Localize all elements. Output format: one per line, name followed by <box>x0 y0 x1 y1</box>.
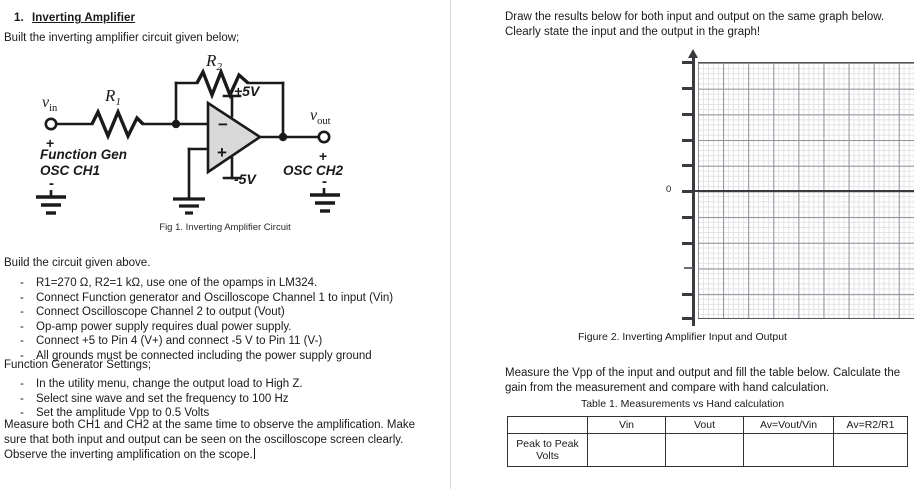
label-function-gen: Function Gen <box>40 147 127 162</box>
table-header-cell-blank <box>508 417 588 434</box>
list-item-label: Connect +5 to Pin 4 (V+) and connect -5 V to Pin 11 (V-) <box>36 335 323 348</box>
label-positive-rail: +5V <box>234 83 260 99</box>
dash-bullet-icon: - <box>20 349 24 362</box>
label-negative-rail: -5V <box>234 171 256 187</box>
list-item-label: Set the amplitude Vpp to 0.5 Volts <box>36 407 210 420</box>
table-cell-av-measured-value[interactable] <box>744 434 834 467</box>
ground-symbol-opamp <box>173 199 205 213</box>
list-item <box>4 334 393 349</box>
x-axis <box>692 190 914 192</box>
figure-2-caption: Figure 2. Inverting Amplifier Input and Output <box>578 331 787 343</box>
terminal-vout <box>319 132 329 142</box>
table-header-cell-av-measured: Av=Vout/Vin <box>744 417 834 434</box>
inverting-amplifier-circuit-diagram <box>0 48 450 238</box>
page-title <box>14 12 135 24</box>
build-bullet-list <box>4 276 393 364</box>
y-axis-tick <box>682 242 693 245</box>
y-axis-tick <box>682 87 693 90</box>
list-item-label: Select sine wave and set the frequency to 100 Hz <box>36 392 289 405</box>
table-cell-vin-value[interactable] <box>588 434 666 467</box>
y-axis-tick <box>682 113 693 116</box>
y-axis-arrowhead-icon <box>688 49 698 58</box>
label-osc-ch1: OSC CH1 <box>40 163 101 178</box>
circuit-svg <box>0 48 450 238</box>
ground-symbol-input <box>36 190 66 213</box>
build-instruction: Build the circuit given above. <box>4 257 151 269</box>
label-opamp-inverting-input: − <box>218 115 228 134</box>
label-vout: $v_{out}$ <box>310 107 331 127</box>
table-header-row <box>508 417 908 434</box>
y-axis-zero-label: 0 <box>666 184 672 195</box>
y-axis-tick <box>682 164 693 167</box>
table-row <box>508 434 908 467</box>
y-axis-tick <box>682 61 693 64</box>
table-row-label: Peak to Peak Volts <box>508 434 588 467</box>
list-item-label: In the utility menu, change the output load to High Z. <box>36 378 303 390</box>
label-vin: $v_{in}$ <box>42 94 58 114</box>
list-item-label: R1=270 Ω, R2=1 kΩ, use one of the opamps in LM324. <box>36 277 318 289</box>
graph-figure <box>561 52 846 327</box>
left-column <box>0 0 450 489</box>
dash-bullet-icon: - <box>20 277 24 289</box>
y-axis-tick-zero <box>682 190 693 193</box>
table-cell-av-calculated-value[interactable] <box>834 434 908 467</box>
label-source-plus: + <box>46 135 55 151</box>
measure-observe-paragraph <box>4 418 438 463</box>
dash-bullet-icon: - <box>20 378 24 390</box>
list-item-label: Op-amp power supply requires dual power supply. <box>36 320 292 333</box>
y-axis-tick <box>682 216 693 219</box>
label-r1: $R_1$ <box>105 86 121 108</box>
measure-observe-text: Measure both CH1 and CH2 at the same time to observe the amplification. Make sure that both input and output can be seen on the oscilloscope screen clearly. Observe the inverting amplification on the scope. <box>4 419 416 461</box>
dash-bullet-icon: - <box>20 320 24 333</box>
list-item <box>4 320 393 335</box>
list-item <box>4 276 393 291</box>
label-output-plus: + <box>319 148 328 164</box>
measurements-table <box>507 416 908 467</box>
table-1-title: Table 1. Measurements vs Hand calculation <box>580 398 785 410</box>
table-cell-vout-value[interactable] <box>666 434 744 467</box>
y-axis-tick <box>684 267 693 269</box>
dash-bullet-icon: - <box>20 306 24 319</box>
intro-text: Built the inverting amplifier circuit given below; <box>4 32 240 44</box>
draw-instruction: Draw the results below for both input and output on the same graph below. Clearly state the input and the output in the graph! <box>505 11 885 38</box>
dash-bullet-icon: - <box>20 407 24 420</box>
label-source-minus: - <box>49 175 54 192</box>
list-item <box>4 291 393 306</box>
y-axis-tick <box>682 139 693 142</box>
table-header-cell-av-calculated: Av=R2/R1 <box>834 417 908 434</box>
dash-bullet-icon: - <box>20 392 24 405</box>
junction-dot-inverting-input <box>172 120 180 128</box>
function-generator-bullet-list <box>4 377 303 421</box>
measure-vpp-instruction: Measure the Vpp of the input and output and fill the table below. Calculate the gain from the measurement and compare with hand calculation. <box>505 367 901 394</box>
list-item-label: Connect Oscilloscope Channel 2 to output (Vout) <box>36 306 285 319</box>
ground-symbol-output <box>310 188 340 211</box>
table-section <box>451 350 914 489</box>
opamp-triangle <box>208 103 260 172</box>
question-number: 1. <box>14 12 24 24</box>
text-cursor <box>254 448 255 459</box>
junction-dot-output <box>279 133 287 141</box>
list-item <box>4 305 393 320</box>
resistor-r1-symbol <box>92 112 143 136</box>
dash-bullet-icon: - <box>20 335 24 348</box>
label-opamp-noninverting-input: + <box>217 143 227 162</box>
dash-bullet-icon: - <box>20 291 24 304</box>
label-output-minus: - <box>322 173 327 190</box>
figure-1-caption: Fig 1. Inverting Amplifier Circuit <box>159 222 291 233</box>
table-header-cell-vin: Vin <box>588 417 666 434</box>
list-item <box>4 377 303 392</box>
y-axis-tick <box>682 317 693 320</box>
terminal-vin <box>46 119 56 129</box>
list-item-label: Connect Function generator and Oscilloscope Channel 1 to input (Vin) <box>36 291 394 304</box>
list-item <box>4 392 303 407</box>
function-generator-heading: Function Generator Settings; <box>4 359 152 371</box>
table-header-cell-vout: Vout <box>666 417 744 434</box>
question-title: Inverting Amplifier <box>32 12 136 24</box>
label-osc-ch2: OSC CH2 <box>283 163 344 178</box>
y-axis-tick <box>682 293 693 296</box>
list-item-label: All grounds must be connected including the power supply ground <box>36 349 372 362</box>
label-r2: $R_2$ <box>206 51 222 73</box>
